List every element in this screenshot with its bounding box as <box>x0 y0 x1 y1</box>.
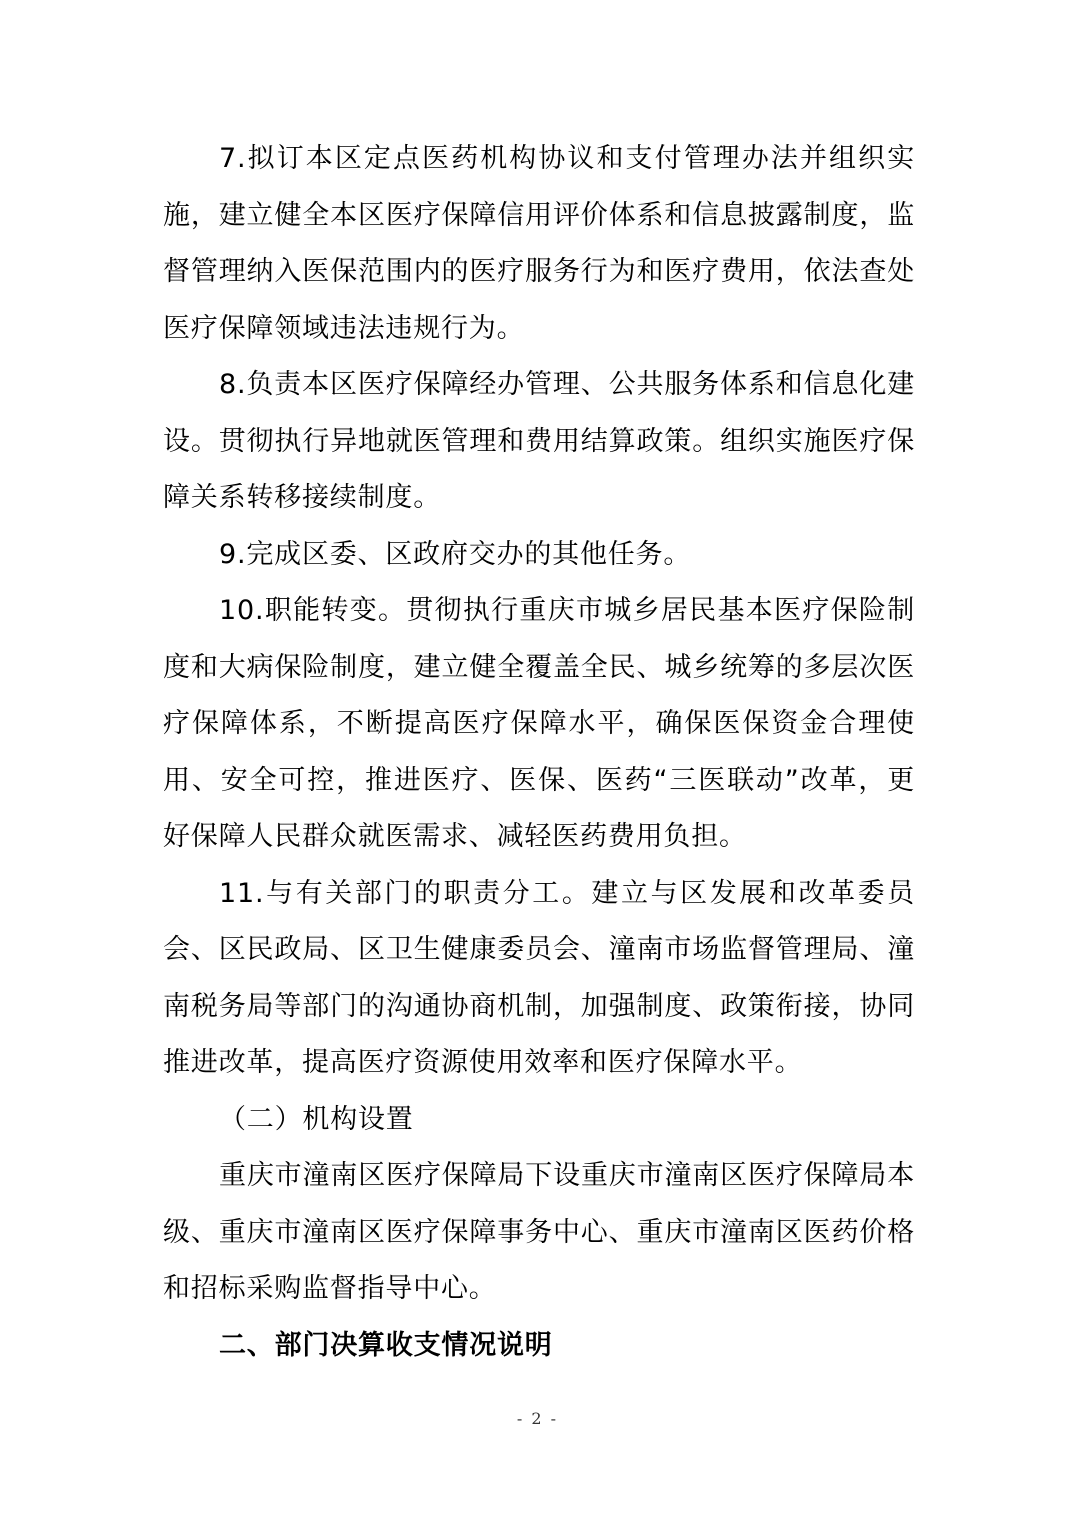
paragraph-org-structure: 重庆市潼南区医疗保障局下设重庆市潼南区医疗保障局本级、重庆市潼南区医疗保障事务中心、重庆市潼南区医药价格和招标采购监督指导中心。 <box>163 1160 915 1304</box>
subsection-heading: （二）机构设置 <box>219 1103 414 1135</box>
document-body <box>163 131 915 1374</box>
paragraph-item-10: 10.职能转变。贯彻执行重庆市城乡居民基本医疗保险制度和大病保险制度，建立健全覆盖全民、城乡统筹的多层次医疗保障体系，不断提高医疗保障水平，确保医保资金合理使用、安全可控，推进医疗、医保、医药“三医联动”改革，更好保障人民群众就医需求、减轻医药费用负担。 <box>163 595 915 852</box>
page-number: - 2 - <box>516 1409 559 1428</box>
paragraph-item-9: 9.完成区委、区政府交办的其他任务。 <box>219 538 692 570</box>
paragraph-item-8: 8.负责本区医疗保障经办管理、公共服务体系和信息化建设。贯彻执行异地就医管理和费用结算政策。组织实施医疗保障关系转移接续制度。 <box>163 369 915 513</box>
paragraph-item-11: 11.与有关部门的职责分工。建立与区发展和改革委员会、区民政局、区卫生健康委员会、潼南市场监督管理局、潼南税务局等部门的沟通协商机制，加强制度、政策衔接，协同推进改革，提高医疗资源使用效率和医疗保障水平。 <box>163 877 915 1078</box>
paragraph-item-7: 7.拟订本区定点医药机构协议和支付管理办法并组织实施，建立健全本区医疗保障信用评价体系和信息披露制度，监督管理纳入医保范围内的医疗服务行为和医疗费用，依法查处医疗保障领域违法违规行为。 <box>163 143 915 344</box>
section-heading: 二、部门决算收支情况说明 <box>219 1329 553 1361</box>
